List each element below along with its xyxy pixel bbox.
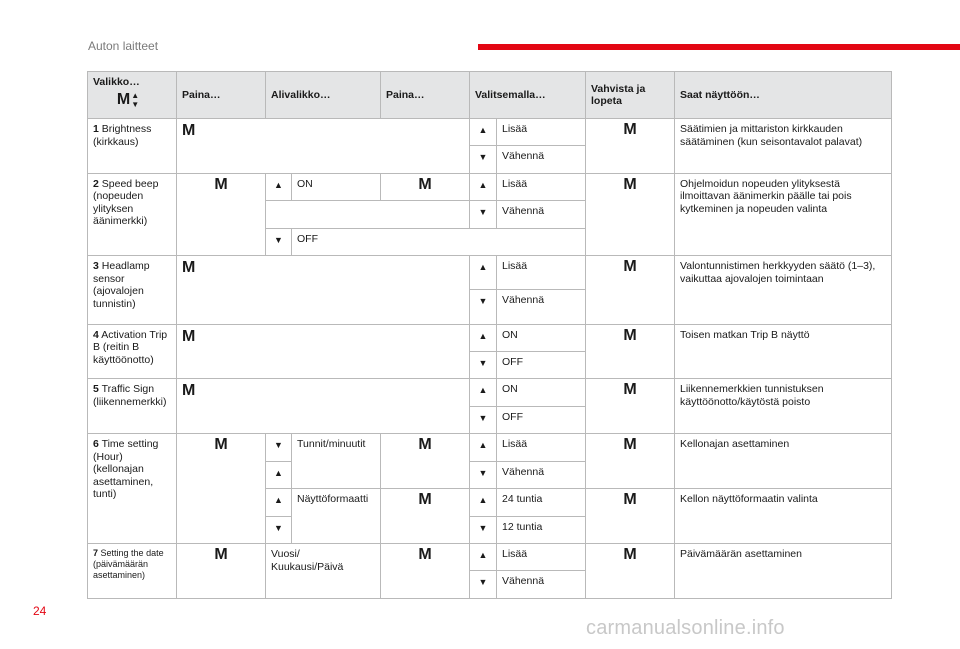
submenu-cell: Vuosi/ Kuukausi/Päivä	[266, 544, 381, 599]
menu-button-icon: M	[182, 259, 196, 277]
arrow-up-icon: ▲	[266, 489, 292, 516]
menu-button-icon: M	[214, 546, 228, 564]
menu-button-icon: M	[214, 436, 228, 454]
header-menu	[88, 72, 177, 119]
menu-arrows-icon	[88, 91, 172, 109]
menu-name-cell: 3 Headlamp sensor (ajovalojen tunnistin)	[88, 256, 177, 324]
table-row	[88, 119, 892, 146]
option-cell: Vähennä	[497, 571, 586, 599]
confirm-cell	[586, 379, 675, 434]
table-row	[88, 544, 892, 571]
menu-button-icon: M	[623, 436, 637, 454]
menu-button-icon: M	[623, 381, 637, 399]
table-row	[88, 173, 892, 200]
table-row	[88, 324, 892, 351]
menu-button-icon: M	[418, 175, 432, 193]
submenu-cell: Tunnit/minuutit	[292, 434, 381, 489]
arrow-up-icon: ▲	[470, 256, 497, 290]
arrow-up-icon: ▲	[470, 379, 497, 406]
menu-button-icon: M	[182, 122, 196, 139]
arrow-up-icon: ▲	[470, 324, 497, 351]
press-cell	[177, 324, 470, 379]
header-press-2: Paina…	[381, 72, 470, 119]
submenu-cell: OFF	[292, 228, 586, 255]
option-cell: 12 tuntia	[497, 516, 586, 543]
result-cell: Ohjelmoidun nopeuden ylityksestä ilmoittavan äänimerkin päälle tai pois kytkeminen ja nopeuden valinta	[675, 173, 892, 255]
menu-button-icon: M	[623, 491, 637, 509]
arrow-up-icon: ▲	[470, 434, 497, 461]
confirm-cell	[586, 489, 675, 544]
arrow-up-icon: ▲	[131, 90, 140, 100]
header-menu-label: Valikko…	[93, 76, 140, 88]
press-cell	[177, 119, 470, 174]
arrow-down-icon: ▼	[266, 516, 292, 543]
press-cell	[381, 489, 470, 544]
option-cell: Lisää	[497, 256, 586, 290]
menu-button-icon: M	[116, 90, 131, 108]
option-cell: OFF	[497, 351, 586, 378]
page-number: 24	[33, 604, 47, 618]
option-cell: OFF	[497, 406, 586, 433]
table-row	[88, 434, 892, 461]
arrow-down-icon: ▼	[131, 99, 140, 109]
arrow-up-icon: ▲	[470, 119, 497, 146]
menu-button-icon: M	[418, 491, 432, 509]
arrow-down-icon: ▼	[266, 228, 292, 255]
result-cell: Liikennemerkkien tunnistuksen käyttöönotto/käytöstä poisto	[675, 379, 892, 434]
header-press-1: Paina…	[177, 72, 266, 119]
table-row	[88, 379, 892, 406]
header-accent-bar	[478, 44, 960, 50]
menu-name-cell: 7 Setting the date (päivämäärän asettaminen)	[88, 544, 177, 599]
option-cell: Lisää	[497, 173, 586, 200]
press-cell	[381, 434, 470, 489]
confirm-cell	[586, 256, 675, 324]
result-cell: Toisen matkan Trip B näyttö	[675, 324, 892, 379]
result-cell: Päivämäärän asettaminen	[675, 544, 892, 599]
arrow-down-icon: ▼	[470, 516, 497, 543]
arrow-up-icon: ▲	[266, 461, 292, 488]
arrow-down-icon: ▼	[470, 146, 497, 173]
option-cell: Vähennä	[497, 201, 586, 228]
press-cell	[381, 173, 470, 200]
arrow-up-icon: ▲	[470, 173, 497, 200]
arrow-up-icon: ▲	[266, 173, 292, 200]
menu-button-icon: M	[182, 382, 196, 400]
arrow-down-icon: ▼	[470, 406, 497, 433]
press-cell	[177, 379, 470, 434]
menu-name-cell: 4 Activation Trip B (reitin B käyttöönotto)	[88, 324, 177, 379]
confirm-cell	[586, 119, 675, 174]
menu-settings-table	[87, 71, 892, 599]
option-cell: Lisää	[497, 434, 586, 461]
menu-button-icon: M	[623, 175, 637, 193]
menu-button-icon: M	[418, 546, 432, 564]
arrow-down-icon: ▼	[470, 201, 497, 228]
arrow-down-icon: ▼	[266, 434, 292, 461]
option-cell: Vähennä	[497, 290, 586, 324]
result-cell: Säätimien ja mittariston kirkkauden säätäminen (kun seisontavalot palavat)	[675, 119, 892, 174]
table-row	[88, 256, 892, 290]
submenu-cell: ON	[292, 173, 381, 200]
submenu-cell: Näyttöformaatti	[292, 489, 381, 544]
press-cell	[177, 544, 266, 599]
press-cell	[177, 173, 266, 255]
arrow-down-icon: ▼	[470, 290, 497, 324]
menu-name-cell: 1 Brightness (kirkkaus)	[88, 119, 177, 174]
result-cell: Kellon näyttöformaatin valinta	[675, 489, 892, 544]
menu-button-icon: M	[623, 326, 637, 344]
section-title: Auton laitteet	[88, 39, 159, 53]
option-cell: 24 tuntia	[497, 489, 586, 516]
arrow-up-icon: ▲	[470, 544, 497, 571]
arrow-down-icon: ▼	[470, 461, 497, 488]
menu-name-cell: 6 Time setting (Hour) (kellonajan asettaminen, tunti)	[88, 434, 177, 544]
option-cell: Lisää	[497, 119, 586, 146]
menu-button-icon: M	[623, 546, 637, 564]
menu-name-cell: 2 Speed beep (nopeuden ylityksen äänimerkki)	[88, 173, 177, 255]
empty-cell	[266, 201, 470, 228]
arrow-down-icon: ▼	[470, 351, 497, 378]
menu-button-icon: M	[418, 436, 432, 454]
header-confirm: Vahvista ja lopeta	[586, 72, 675, 119]
menu-name-cell: 5 Traffic Sign (liikennemerkki)	[88, 379, 177, 434]
menu-button-icon: M	[623, 258, 637, 276]
result-cell: Valontunnistimen herkkyyden säätö (1–3), vaikuttaa ajovalojen toimintaan	[675, 256, 892, 324]
table-header-row	[88, 72, 892, 119]
result-cell: Kellonajan asettaminen	[675, 434, 892, 489]
press-cell	[381, 544, 470, 599]
watermark: carmanualsonline.info	[586, 617, 785, 639]
header-submenu: Alivalikko…	[266, 72, 381, 119]
menu-button-icon: M	[182, 327, 196, 345]
option-cell: ON	[497, 324, 586, 351]
confirm-cell	[586, 324, 675, 379]
header-result: Saat näyttöön…	[675, 72, 892, 119]
arrow-down-icon: ▼	[470, 571, 497, 599]
menu-button-icon: M	[623, 121, 637, 138]
arrow-up-icon: ▲	[470, 489, 497, 516]
option-cell: Vähennä	[497, 461, 586, 488]
press-cell	[177, 434, 266, 544]
confirm-cell	[586, 173, 675, 255]
option-cell: Lisää	[497, 544, 586, 571]
option-cell: ON	[497, 379, 586, 406]
press-cell	[177, 256, 470, 324]
header-select: Valitsemalla…	[470, 72, 586, 119]
confirm-cell	[586, 434, 675, 489]
option-cell: Vähennä	[497, 146, 586, 173]
confirm-cell	[586, 544, 675, 599]
menu-button-icon: M	[214, 175, 228, 193]
